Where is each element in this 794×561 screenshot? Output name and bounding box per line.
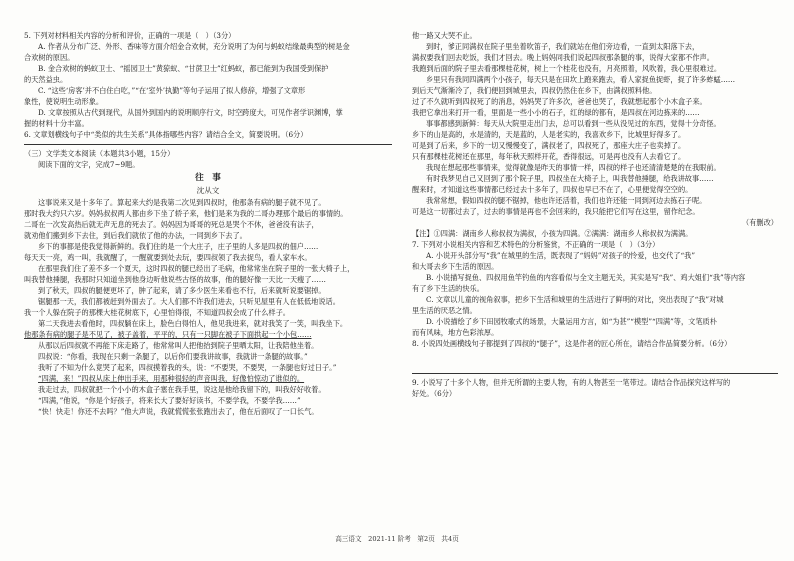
story-line: 乡下的山是高的，水是清的，天是蓝的，人是老实的，我喜欢乡下，比城里好得多了。 xyxy=(412,130,686,139)
q9-stem-cont: 好处。（6分） xyxy=(412,389,457,398)
story-line: 醒来时，才知道这些事情都已经过去十多年了，四叔也早已不在了，心里便觉得空空的。 xyxy=(412,185,693,194)
section-divider xyxy=(24,144,392,145)
q8-stem: 8. 小说四处画横线句子都提到了四叔的“腿子”，这是作者的匠心所在，请结合作品简要分析。（6分） xyxy=(412,339,732,348)
story-line: “快！快走！你还不去吗？”他大声说，我就慌慌张张跑出去了，他在后面叹了一口长气。 xyxy=(38,407,319,416)
reading-instruction: 阅读下面的文字，完成7~9题。 xyxy=(38,160,140,169)
story-line: 锯腿那一天，我们都被赶到外面去了。大人们都不许我们进去，只听见屋里有人在低低地说话。 xyxy=(38,297,340,306)
story-author: 沈从文 xyxy=(196,186,220,195)
story-line: 可是这一切都过去了，过去的事情是再也不会回来的，我只能把它们写在这里，留作纪念。 xyxy=(412,207,700,216)
story-line: 我一个人躲在院子的那棵大桂花树底下，心里怕得很，不知道四叔会成了什么样子。 xyxy=(24,308,290,317)
story-line: 就劝他们搬到乡下去住，到后我们就依了他的办法，一同到乡下去了。 xyxy=(24,231,247,240)
story-line: 四叔说：“你看，我现在只剩一条腿了，以后你们要我讲故事，我就讲一条腿的故事。” xyxy=(38,352,308,361)
q5-option-d: D. 文章按照从古代到现代，从国外到国内的说明顺序行文，时空跨度大，可见作者学识渊博，掌 xyxy=(38,108,343,117)
q7-option-a-cont: 和大哥去乡下生活的原因。 xyxy=(412,262,499,271)
story-line: 乡下的事都是使我觉得新鲜的。我们住的是一个大庄子，庄子里的人多是四叔的佃户…… xyxy=(38,242,319,251)
story-title: 往 事 xyxy=(195,173,221,183)
page-footer: 高三语文 2021-11 阶考 第2页 共4页 xyxy=(335,535,459,543)
question-divider xyxy=(412,373,778,374)
left-column xyxy=(24,30,392,417)
story-line-underlined: “四满，来！”四叔从床上伸出手来，用那种很轻的声音叫我，好像怕惊动了谁似的。 xyxy=(38,374,305,383)
q5-stem: 5. 下列对材料相关内容的分析和评价，正确的一项是（ ）（3分） xyxy=(24,31,236,40)
q7-option-c: C. 文章以儿童的视角叙事，把乡下生活和城里的生活进行了鲜明的对比，突出表现了“我”对城 xyxy=(426,295,724,304)
right-column xyxy=(412,30,778,399)
story-line: 我走过去，四叔就把一个小小的木盒子塞在我手里，说这是他给我留下的，叫我好好收着。 xyxy=(38,385,326,394)
story-line: 他一路又大哭不止。 xyxy=(412,31,477,40)
q7-option-a: A. 小说开头部分写“我”在城里的生活，既表现了“妈妈”对孩子的怜爱，也交代了“我” xyxy=(426,251,695,260)
story-line: 满叔要我们回去吃饭，我们才回去。晚上妈妈同我们说起四叔那条腿的事，说得大家都不作声。 xyxy=(412,53,714,62)
story-line: 二哥在一次发高热后就无声无息的死去了。妈妈因为哥哥的死总是哭个不休，爸爸没有法子， xyxy=(24,220,319,229)
story-line: 乡里只有我同四满两个小孩子，每天只是在田坎上跑来跑去，看人家捉鱼捉虾，捉了许多蚱蜢…… xyxy=(426,75,736,84)
story-line: 我常常想，假如四叔的腿不锯掉，他也许还活着，我们也许还能一同到河边去拣石子呢。 xyxy=(426,196,707,205)
story-line: 事事都感到新鲜：每天从大院里走出门去，总可以看到一些从没见过的东西，觉得十分奇怪。 xyxy=(426,119,721,128)
q5-option-b-cont: 的天然益虫。 xyxy=(24,75,68,84)
story-line: 那时我大约只六岁。妈妈叔叔两人都由乡下坐了轿子来，他们是来为我的二哥办理那个最后的事情的。 xyxy=(24,209,348,218)
story-line: 我把它拿出来打开一看，里面是一些小小的石子，红的绿的都有，是四叔在河边拣来的…… xyxy=(412,108,700,117)
story-line: 每天天一亮，鸡一叫，我就醒了，一醒就要到处去玩，要四叔领了我去捉鸟，看人家车水。 xyxy=(24,253,312,262)
story-line: 从那以后四叔就不再能下床走路了，他常常叫人把他抬到院子里晒太阳，让我陪他坐着。 xyxy=(38,341,319,350)
story-line: 第二天我进去看他时，四叔躺在床上，脸色白得怕人，他见我进来，就对我笑了一笑，叫我坐下。 xyxy=(38,319,348,328)
q5-option-c-cont: 象性，使说明生动形象。 xyxy=(24,97,104,106)
q7-option-c-cont: 里生活的厌恶之情。 xyxy=(412,306,477,315)
story-line: 可是到了后来，乡下的一切又慢慢变了，满叔老了，四叔死了，那座大庄子也卖掉了。 xyxy=(412,141,686,150)
story-line: 我跑到后面的院子里去看那棵桂花树，树上一个桂花也没有，月亮照着，风吹着，我心里很难过。 xyxy=(412,64,722,73)
story-line: “四满，”他说，“你是个好孩子，将来长大了要好好读书，不要学我，不要学我……” xyxy=(38,396,301,405)
q9-stem: 9. 小说写了十多个人物，但并无所谓的主要人物，有的人物甚至一笔带过。请结合作品探究这样写的 xyxy=(412,378,731,387)
q7-stem: 7. 下列对小说相关内容和艺术特色的分析鉴赏，不正确的一项是（ ）（3分） xyxy=(412,240,660,249)
q5-option-d-cont: 握的材料十分丰富。 xyxy=(24,119,89,128)
story-line: 只有那棵桂花树还在那里，每年秋天照样开花，香得很远，可是再也没有人去看它了。 xyxy=(412,152,686,161)
q7-option-b-cont: 有了乡下生活的快乐。 xyxy=(412,284,484,293)
story-line: 我听了不知为什么竟哭了起来，四叔摸着我的头，说：“不要哭，不要哭，一条腿也好过日子。” xyxy=(38,363,337,372)
answer-space xyxy=(412,349,778,369)
q6-stem: 6. 文章划横线句子中“类似的共生关系”具体指哪些内容？请结合全文，简要说明。（6分） xyxy=(24,130,308,139)
q5-option-c: C. “这些‘房客’并不白住白吃，”“在‘室外’执勤”等句子运用了拟人修辞，增强了文章形 xyxy=(38,86,306,95)
q7-option-d-cont: 而有风味，地方色彩浓厚。 xyxy=(412,328,499,337)
q7-option-b: B. 小说描写捉鱼、四叔用鱼竿钓鱼的内容看似与全文主题无关，其实是写“我”、鸡大姐们“我”等内容 xyxy=(426,273,746,282)
story-line: 我现在想起那些事情来，觉得就像是昨天的事情一样，四叔的样子也还清清楚楚的在我眼前。 xyxy=(426,163,721,172)
story-line-underlined: 他那条有病的腿子是不见了，被子盖着，平平的，只有一只脚在被子下面拱起一个小包…… xyxy=(24,330,312,339)
story-source-note: （有删改） xyxy=(742,218,778,227)
footnote: 【注】①四满：湖南乡人称叔叔为满叔，小孩为四满。②满满：湖南乡人称叔叔为满满。 xyxy=(412,229,693,238)
story-line: 这事说来又是十多年了。算起来大约是我第二次见到四叔时，他那条有病的腿子就不见了。 xyxy=(38,198,326,207)
section-heading: （三）文学类文本阅读（本题共3小题，15分） xyxy=(24,149,175,158)
story-line: 到时，爹正同满叔在院子里坐着吹笛子，我们就站在他们旁边看，一直到太阳落下去， xyxy=(426,42,700,51)
story-line: 有时我梦见自己又回到了那个院子里，四叔坐在大椅子上，叫我替他捶腿，给我讲故事…… xyxy=(426,174,714,183)
q5-option-a: A. 作者从分布广泛、外形、香味等方面介绍金合欢树，充分说明了为何与蚂蚁结缘最典型的树是金 xyxy=(38,42,350,51)
q7-option-d: D. 小说描绘了乡下田园牧歌式的场景，大量运用方言，如“为甚”“模型”“四满”等，文笔质朴 xyxy=(426,317,717,326)
story-line: 在那里我们住了差不多一个夏天，这时四叔的腿已经出了毛病，他常常坐在院子里的一张大椅子上， xyxy=(38,264,355,273)
q5-option-a-cont: 合欢树的原因。 xyxy=(24,53,75,62)
story-line: 到后天气渐渐冷了，我们便回到城里去，四叔仍然住在乡下，由满叔照料他。 xyxy=(412,86,657,95)
story-line: 到了秋天，四叔的腿便更坏了，肿了起来，请了多少医生来看也不行，后来就听说要锯掉。 xyxy=(38,286,326,295)
q5-option-b: B. 金合欢树的蚂蚁卫士、“摇园卫士”黄猄蚁、“甘蔗卫士”红蚂蚁，都已能到为我国受到保护 xyxy=(38,64,329,73)
story-line: 过了不久就听到四叔死了的消息，妈妈哭了许多次，爸爸也哭了，我就想起那个小木盒子来。 xyxy=(412,97,707,106)
story-line: 叫我替他捶腿，我那时只知道坐到他身边听他说些古怪的故事，他的腿好像一天比一天瘦了…… xyxy=(24,275,326,284)
